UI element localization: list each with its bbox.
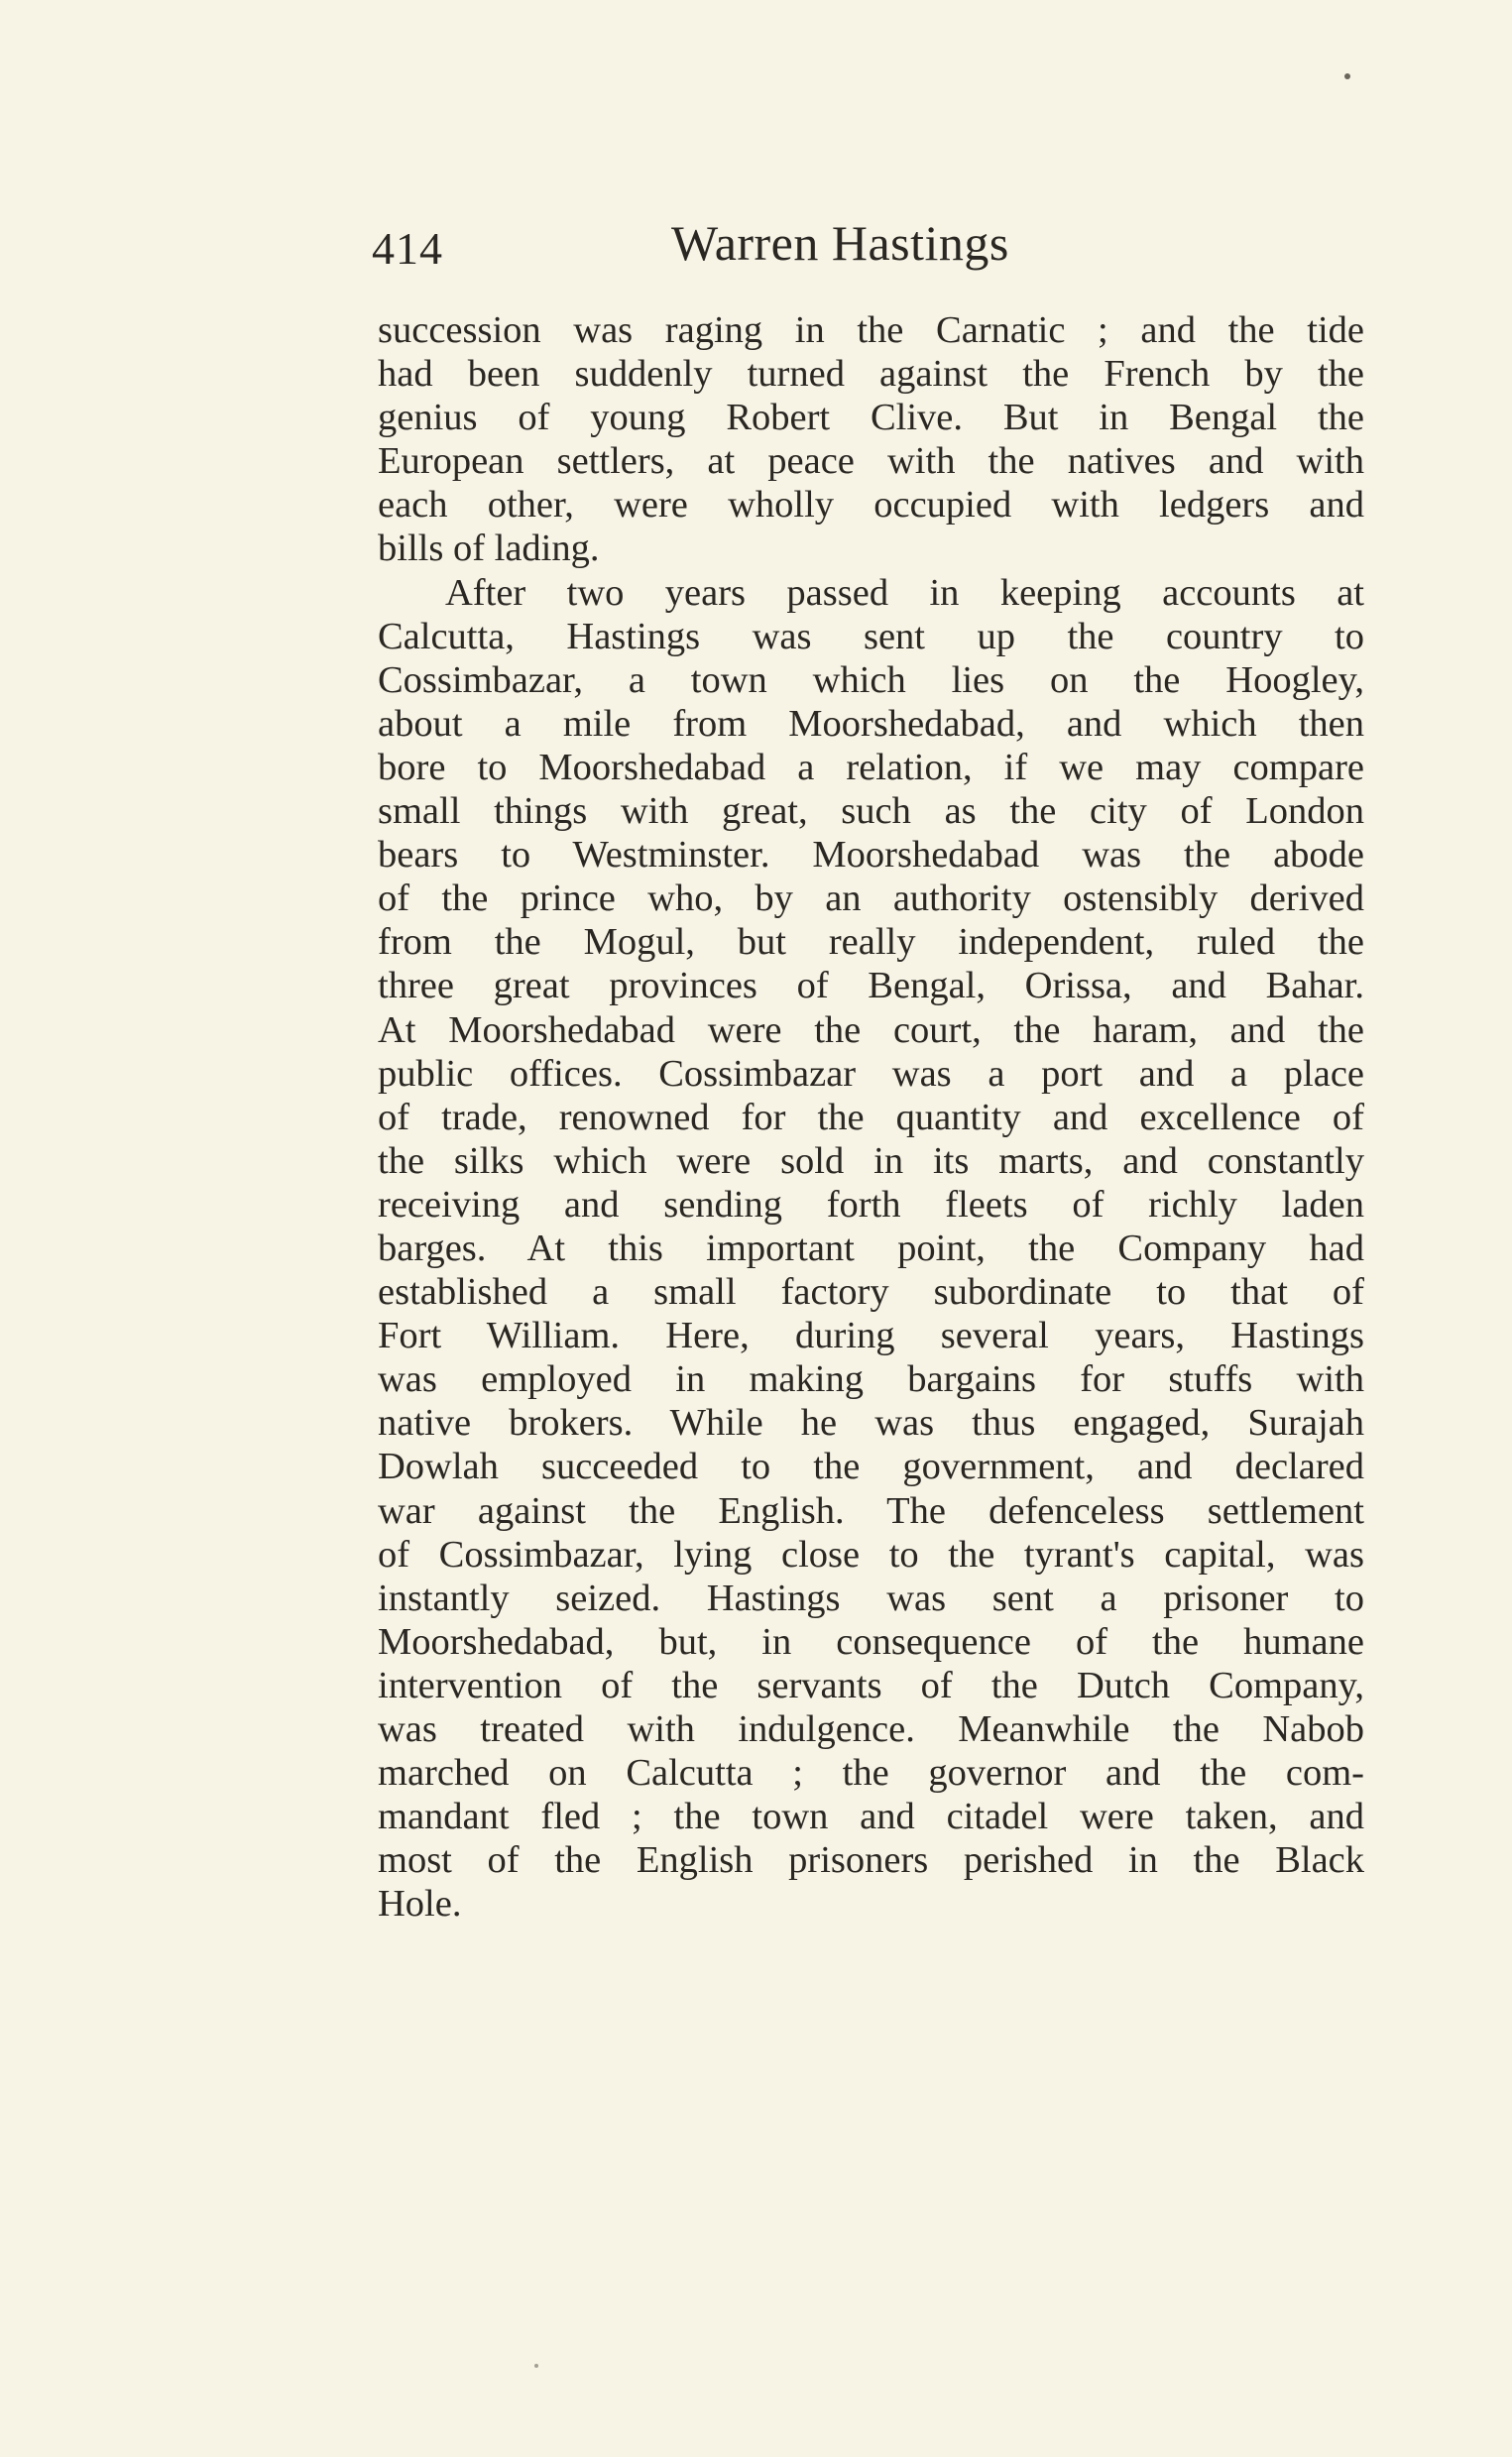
text-line: Dowlah succeeded to the government, and declared: [378, 1446, 1364, 1488]
text-line: established a small factory subordinate to that of: [378, 1271, 1364, 1314]
text-line: of the prince who, by an authority ostensibly derived: [378, 878, 1364, 920]
running-title: Warren Hastings: [671, 215, 1009, 271]
paragraph: [378, 571, 1364, 1927]
text-line: Fort William. Here, during several years, Hastings: [378, 1315, 1364, 1357]
page-number: 414: [372, 223, 443, 274]
text-line: Hole.: [378, 1883, 462, 1926]
text-line: from the Mogul, but really independent, ruled the: [378, 921, 1364, 964]
text-line: public offices. Cossimbazar was a port and a place: [378, 1052, 1364, 1095]
text-line: three great provinces of Bengal, Orissa, and Bahar.: [378, 965, 1364, 1007]
text-line: genius of young Robert Clive. But in Bengal the: [378, 397, 1364, 439]
page-header: [372, 214, 1368, 284]
text-line: European settlers, at peace with the natives and with: [378, 440, 1364, 483]
text-line: At Moorshedabad were the court, the haram, and the: [378, 1008, 1364, 1051]
text-line: about a mile from Moorshedabad, and which then: [378, 702, 1364, 745]
text-line: the silks which were sold in its marts, and constantly: [378, 1139, 1364, 1182]
text-line: bore to Moorshedabad a relation, if we may compare: [378, 746, 1364, 788]
text-line: instantly seized. Hastings was sent a prisoner to: [378, 1577, 1364, 1619]
text-line: After two years passed in keeping accounts at: [445, 571, 1364, 614]
text-line: of trade, renowned for the quantity and excellence of: [378, 1096, 1364, 1138]
text-line: mandant fled ; the town and citadel were taken, and: [378, 1796, 1364, 1838]
paragraph: [378, 308, 1364, 571]
text-line: each other, were wholly occupied with ledgers and: [378, 484, 1364, 526]
text-line: marched on Calcutta ; the governor and the com-: [378, 1752, 1364, 1795]
text-line: native brokers. While he was thus engaged, Surajah: [378, 1402, 1364, 1445]
text-line: bills of lading.: [378, 527, 600, 570]
body-text: [378, 308, 1364, 1926]
text-line: of Cossimbazar, lying close to the tyrant's capital, was: [378, 1533, 1364, 1576]
text-line: barges. At this important point, the Company had: [378, 1227, 1364, 1269]
text-line: most of the English prisoners perished in the Black: [378, 1839, 1364, 1882]
text-line: intervention of the servants of the Dutch Company,: [378, 1664, 1364, 1706]
ink-speck-top: [1344, 73, 1350, 79]
text-line: had been suddenly turned against the French by the: [378, 353, 1364, 396]
text-line: was employed in making bargains for stuffs with: [378, 1358, 1364, 1401]
text-line: receiving and sending forth fleets of richly laden: [378, 1183, 1364, 1226]
text-line: Cossimbazar, a town which lies on the Hoogley,: [378, 658, 1364, 701]
text-line: Calcutta, Hastings was sent up the country to: [378, 615, 1364, 657]
text-line: war against the English. The defenceless settlement: [378, 1489, 1364, 1532]
text-line: bears to Westminster. Moorshedabad was the abode: [378, 834, 1364, 877]
text-line: Moorshedabad, but, in consequence of the humane: [378, 1620, 1364, 1663]
text-line: small things with great, such as the city of London: [378, 790, 1364, 833]
text-line: was treated with indulgence. Meanwhile the Nabob: [378, 1708, 1364, 1750]
ink-speck-bottom: [534, 2364, 538, 2368]
text-line: succession was raging in the Carnatic ; and the tide: [378, 309, 1364, 351]
